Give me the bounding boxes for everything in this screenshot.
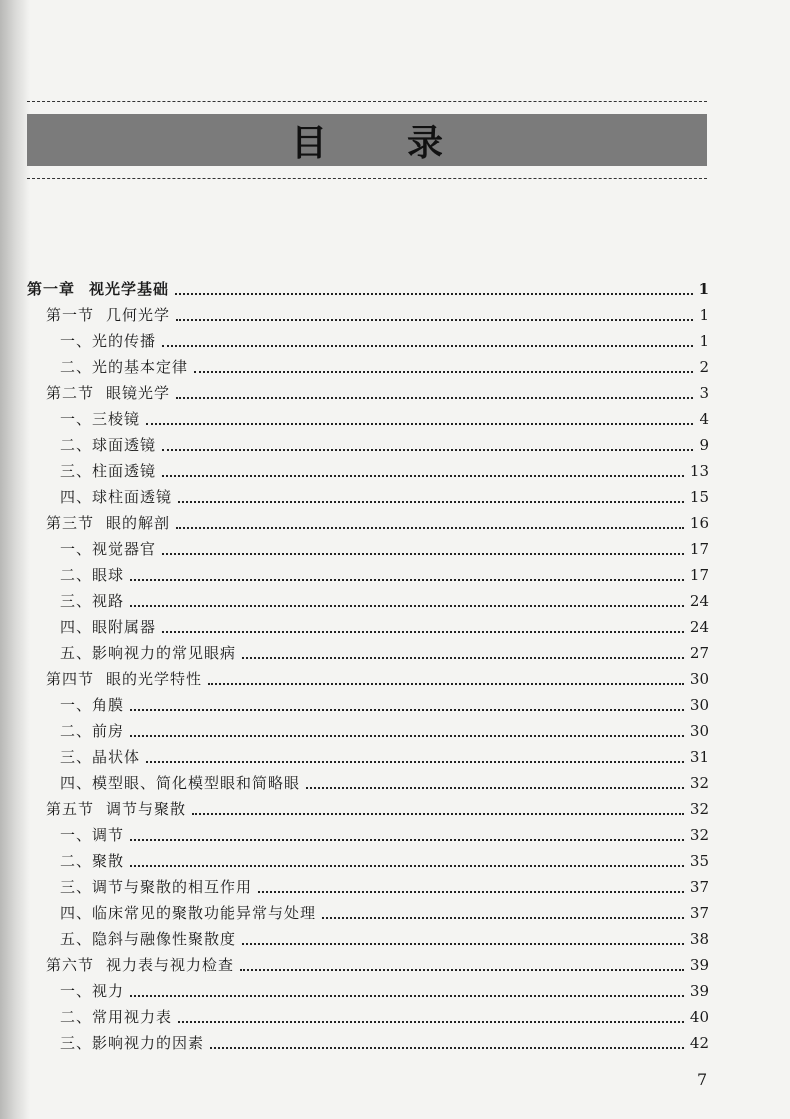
toc-entry-item[interactable] [27, 718, 709, 744]
toc-title: 一、三棱镜 [60, 410, 141, 428]
toc-title: 四、临床常见的聚散功能异常与处理 [60, 904, 317, 922]
dot-leader [176, 526, 684, 529]
toc-label [60, 1030, 204, 1056]
toc-page-number: 24 [689, 618, 709, 636]
dot-leader [162, 448, 693, 451]
dot-leader [242, 656, 684, 659]
toc-page-number: 31 [689, 748, 709, 766]
toc-label [46, 796, 186, 822]
toc-entry-section[interactable] [27, 796, 709, 822]
toc-title: 二、球面透镜 [60, 436, 157, 454]
page-number: 7 [697, 1070, 708, 1089]
dot-leader [130, 864, 684, 867]
toc-title: 四、眼附属器 [60, 618, 157, 636]
dot-leader [208, 682, 684, 685]
toc-entry-item[interactable] [27, 926, 709, 952]
toc-page-number: 2 [699, 358, 709, 376]
toc-page-number: 35 [689, 852, 709, 870]
toc-page-number: 32 [689, 826, 709, 844]
toc-page-number: 40 [689, 1008, 709, 1026]
toc-title: 眼镜光学 [106, 384, 171, 402]
dot-leader [130, 578, 684, 581]
toc-entry-item[interactable] [27, 848, 709, 874]
toc-entry-item[interactable] [27, 1004, 709, 1030]
toc-page-number: 24 [689, 592, 709, 610]
toc-page-number: 1 [699, 332, 709, 350]
toc-entry-item[interactable] [27, 770, 709, 796]
toc-label [60, 900, 316, 926]
toc-entry-item[interactable] [27, 484, 709, 510]
toc-entry-item[interactable] [27, 354, 709, 380]
toc-label [46, 380, 170, 406]
toc-page-number: 42 [689, 1034, 709, 1052]
toc-number: 第三节 [46, 514, 95, 532]
toc-entry-item[interactable] [27, 432, 709, 458]
dot-leader [176, 318, 693, 321]
toc-page-number: 15 [689, 488, 709, 506]
toc-entry-item[interactable] [27, 406, 709, 432]
toc-entry-section[interactable] [27, 380, 709, 406]
toc-page-number: 1 [699, 306, 709, 324]
toc-title: 一、调节 [60, 826, 125, 844]
toc-title: 四、模型眼、简化模型眼和简略眼 [60, 774, 301, 792]
toc-page-number: 39 [689, 956, 709, 974]
toc-page-number: 32 [689, 800, 709, 818]
dot-leader [130, 734, 684, 737]
toc-page-number: 38 [689, 930, 709, 948]
toc-page-number: 16 [689, 514, 709, 532]
dot-leader [240, 968, 684, 971]
toc-page-number: 1 [698, 280, 709, 298]
dot-leader [130, 604, 684, 607]
toc-page-number: 17 [689, 566, 709, 584]
dot-leader [175, 292, 693, 295]
toc-title: 四、球柱面透镜 [60, 488, 173, 506]
toc-entry-chapter[interactable] [27, 276, 709, 302]
toc-page-number: 30 [689, 696, 709, 714]
dot-leader [322, 916, 684, 919]
dot-leader [178, 1020, 684, 1023]
toc-label [60, 562, 124, 588]
toc-title: 二、聚散 [60, 852, 125, 870]
toc-title: 几何光学 [106, 306, 171, 324]
toc-label [46, 666, 202, 692]
toc-page-number: 17 [689, 540, 709, 558]
bottom-dashed-divider [27, 178, 707, 179]
toc-page-number: 3 [699, 384, 709, 402]
dot-leader [130, 708, 684, 711]
toc-label [60, 614, 156, 640]
toc-label [60, 406, 140, 432]
dot-leader [130, 838, 684, 841]
toc-label [60, 1004, 172, 1030]
toc-label [60, 848, 124, 874]
toc-number: 第一章 [27, 280, 76, 298]
toc-title: 二、常用视力表 [60, 1008, 173, 1026]
dot-leader [242, 942, 684, 945]
title-char-2: 录 [407, 121, 444, 164]
toc-page-number: 4 [699, 410, 709, 428]
toc-title: 一、角膜 [60, 696, 125, 714]
toc-label [60, 692, 124, 718]
toc-title: 五、隐斜与融像性聚散度 [60, 930, 237, 948]
toc-label [46, 952, 234, 978]
toc-entry-item[interactable] [27, 692, 709, 718]
toc-title: 一、光的传播 [60, 332, 157, 350]
dot-leader [194, 370, 693, 373]
toc-number: 第二节 [46, 384, 95, 402]
toc-title: 视力表与视力检查 [106, 956, 235, 974]
toc-label [60, 354, 188, 380]
toc-number: 第四节 [46, 670, 95, 688]
toc-title: 三、调节与聚散的相互作用 [60, 878, 253, 896]
toc-label [46, 302, 170, 328]
toc-page-number: 30 [689, 722, 709, 740]
toc-entry-section[interactable] [27, 952, 709, 978]
toc-entry-item[interactable] [27, 458, 709, 484]
toc-label [46, 510, 170, 536]
toc-page-number: 32 [689, 774, 709, 792]
toc-entry-item[interactable] [27, 640, 709, 666]
title-char-1: 目 [290, 121, 327, 164]
dot-leader [146, 760, 684, 763]
top-dashed-divider [27, 101, 707, 102]
toc-label [60, 484, 172, 510]
toc-page-number: 27 [689, 644, 709, 662]
toc-title: 调节与聚散 [106, 800, 187, 818]
toc-entry-section[interactable] [27, 302, 709, 328]
toc-label [60, 744, 140, 770]
toc-entry-item[interactable] [27, 822, 709, 848]
toc-title: 二、光的基本定律 [60, 358, 189, 376]
toc-page-number: 39 [689, 982, 709, 1000]
dot-leader [192, 812, 684, 815]
toc-label [60, 926, 236, 952]
toc-label [60, 718, 124, 744]
toc-label [60, 770, 300, 796]
toc-title: 一、视力 [60, 982, 125, 1000]
toc-title: 视光学基础 [89, 280, 170, 298]
toc-label [60, 822, 124, 848]
binding-shadow [0, 0, 30, 1119]
toc-entry-item[interactable] [27, 874, 709, 900]
toc-entry-section[interactable] [27, 510, 709, 536]
dot-leader [306, 786, 684, 789]
toc-entry-item[interactable] [27, 1030, 709, 1056]
dot-leader [176, 396, 693, 399]
toc-entry-item[interactable] [27, 328, 709, 354]
toc-page-number: 13 [689, 462, 709, 480]
toc-page-number: 37 [689, 904, 709, 922]
toc-label [60, 536, 156, 562]
toc-title: 眼的光学特性 [106, 670, 203, 688]
toc-label [60, 978, 124, 1004]
toc-title: 一、视觉器官 [60, 540, 157, 558]
dot-leader [146, 422, 693, 425]
dot-leader [162, 344, 693, 347]
toc-label [27, 276, 169, 302]
toc-entry-item[interactable] [27, 744, 709, 770]
toc-entry-item[interactable] [27, 562, 709, 588]
toc-entry-item[interactable] [27, 978, 709, 1004]
toc-label [60, 458, 156, 484]
toc-entry-section[interactable] [27, 666, 709, 692]
toc-title: 二、眼球 [60, 566, 125, 584]
toc-entry-item[interactable] [27, 614, 709, 640]
toc-entry-item[interactable] [27, 588, 709, 614]
dot-leader [162, 552, 684, 555]
toc-title: 三、视路 [60, 592, 125, 610]
toc-number: 第六节 [46, 956, 95, 974]
title-banner [27, 114, 707, 166]
dot-leader [178, 500, 684, 503]
toc-page-number: 9 [699, 436, 709, 454]
toc-number: 第一节 [46, 306, 95, 324]
toc-label [60, 432, 156, 458]
toc-title: 三、晶状体 [60, 748, 141, 766]
toc-title: 三、柱面透镜 [60, 462, 157, 480]
dot-leader [130, 994, 684, 997]
toc-entry-item[interactable] [27, 900, 709, 926]
toc-title: 三、影响视力的因素 [60, 1034, 205, 1052]
dot-leader [162, 630, 684, 633]
table-of-contents [27, 276, 709, 1056]
toc-page-number: 30 [689, 670, 709, 688]
dot-leader [258, 890, 684, 893]
toc-page-number: 37 [689, 878, 709, 896]
dot-leader [162, 474, 684, 477]
toc-label [60, 640, 236, 666]
dot-leader [210, 1046, 684, 1049]
toc-label [60, 874, 252, 900]
toc-label [60, 588, 124, 614]
toc-entry-item[interactable] [27, 536, 709, 562]
toc-number: 第五节 [46, 800, 95, 818]
toc-label [60, 328, 156, 354]
toc-title: 二、前房 [60, 722, 125, 740]
toc-title: 眼的解剖 [106, 514, 171, 532]
toc-title: 五、影响视力的常见眼病 [60, 644, 237, 662]
